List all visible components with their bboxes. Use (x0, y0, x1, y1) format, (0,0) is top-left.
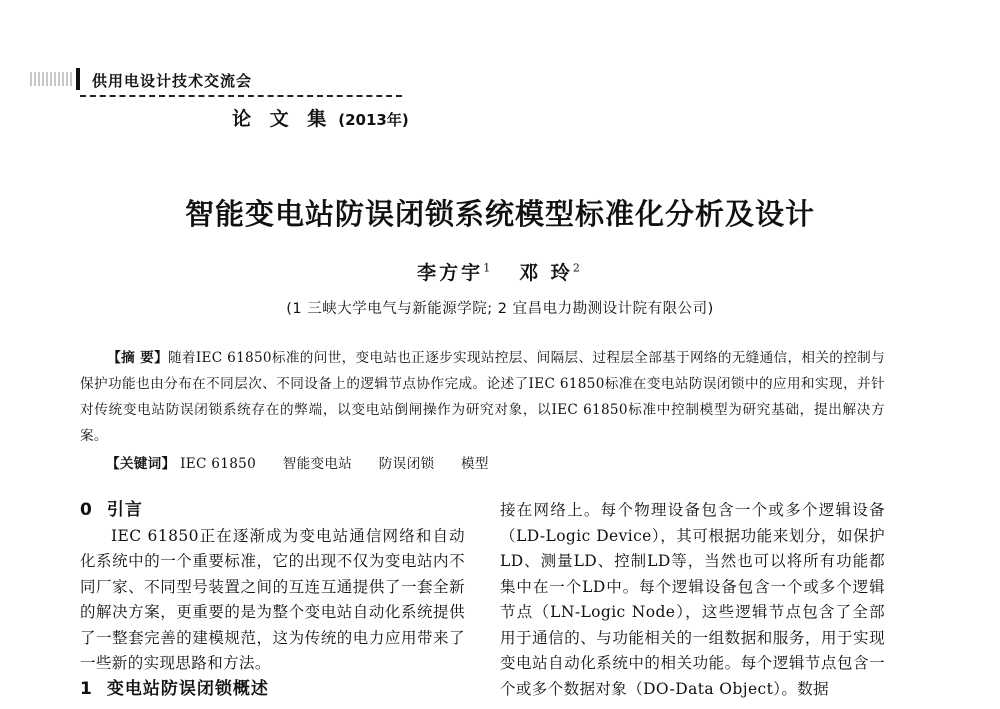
header-divider (80, 95, 402, 97)
author-1-affil: 1 (483, 261, 494, 275)
keywords (106, 452, 511, 472)
journal-name: 供用电设计技术交流会 (92, 72, 253, 90)
abstract-text: 随着IEC 61850标准的问世，变电站也正逐步实现站控层、间隔层、过程层全部基于网络的无缝通信，相关的控制与保护功能也由分布在不同层次、不同设备上的逻辑节点协作完成。论述了IEC 61850标准在变电站防误闭锁中的应用和实现，并针对传统变电站防误闭锁系统存在的弊端，以变电站倒闸操作为研究对象，以IEC 61850标准中控制模型为研究基础，提出解决方案。 (80, 350, 885, 444)
abstract-label: 【摘 要】 (107, 350, 168, 366)
column-left (80, 498, 465, 702)
keywords-label: 【关键词】 (106, 456, 176, 472)
keyword: 防误闭锁 (378, 456, 435, 472)
section-title: 变电站防误闭锁概述 (106, 678, 269, 699)
section-number: 1 (80, 678, 93, 699)
section-heading-1 (80, 677, 465, 703)
column-right (500, 498, 885, 702)
section-title: 引言 (106, 500, 143, 520)
volume-title: 论 文 集 (232, 108, 333, 130)
header-bar (76, 68, 80, 90)
volume-label (232, 104, 409, 131)
keyword: 模型 (460, 456, 489, 472)
keyword: 智能变电站 (282, 456, 353, 472)
author-list (0, 258, 1000, 285)
abstract (80, 345, 885, 449)
keyword: IEC 61850 (180, 456, 257, 472)
author-1: 李方宇 (417, 262, 484, 284)
author-2: 邓 玲 (519, 262, 573, 284)
section-number: 0 (80, 500, 93, 520)
author-2-affil: 2 (572, 261, 583, 275)
section-heading-0 (80, 498, 465, 524)
intro-paragraph: IEC 61850正在逐渐成为变电站通信网络和自动化系统中的一个重要标准，它的出现不仅为变电站内不同厂家、不同型号装置之间的互连互通提供了一套全新的解决方案，更重要的是为整个变电站自动化系统提供了一整套完善的建模规范，这为传统的电力应用带来了一些新的实现思路和方法。 (80, 526, 465, 672)
affiliations: (1 三峡大学电气与新能源学院; 2 宜昌电力勘测设计院有限公司) (286, 301, 714, 317)
body-paragraph: 接在网络上。每个物理设备包含一个或多个逻辑设备（LD-Logic Device），其可根据功能来划分，如保护LD、测量LD、控制LD等，当然也可以将所有功能都集中在一个LD中。每个逻辑设备包含一个或多个逻辑节点（LN-Logic Node），这些逻辑节点包含了全部用于通信的、与功能相关的一组数据和服务，用于实现变电站自动化系统中的相关功能。每个逻辑节点包含一个或多个数据对象（DO-Data Object）。数据 (500, 501, 885, 698)
paper-title: 智能变电站防误闭锁系统模型标准化分析及设计 (184, 197, 815, 231)
volume-year: (2013年) (338, 111, 409, 129)
header-decoration (30, 72, 74, 86)
